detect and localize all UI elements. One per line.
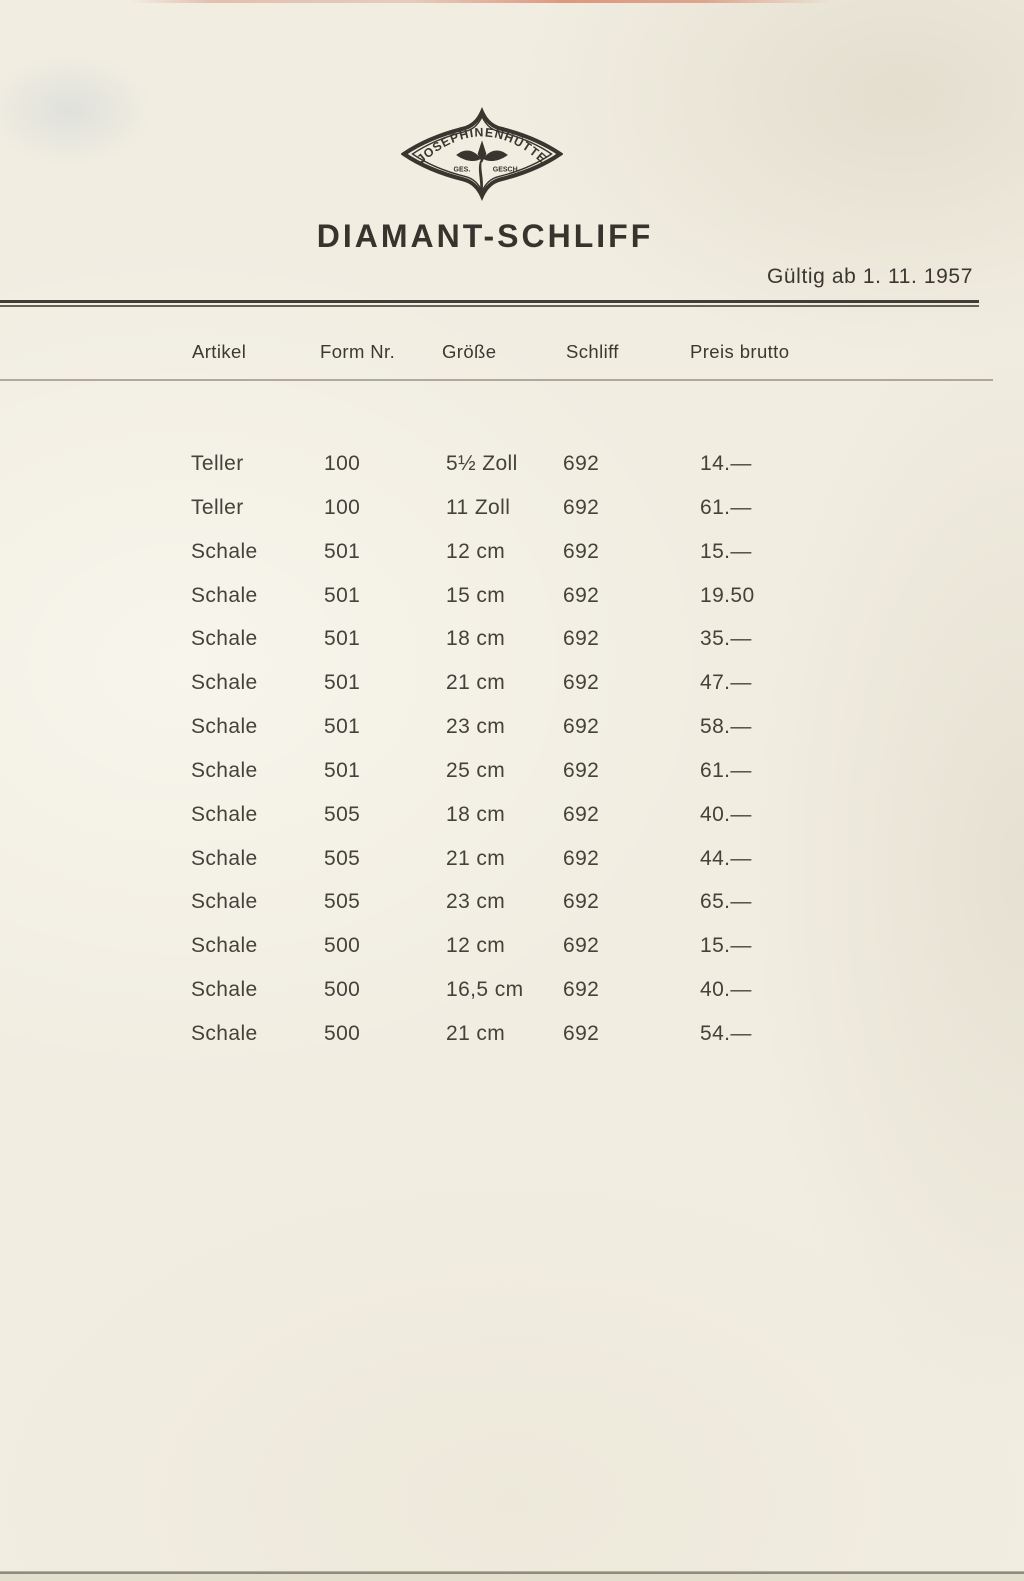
cell-form-nr: 500: [324, 934, 361, 958]
cell-schliff: 692: [563, 978, 600, 1002]
cell-artikel: Schale: [191, 627, 258, 651]
cell-form-nr: 501: [324, 715, 361, 739]
cell-schliff: 692: [563, 1021, 600, 1045]
cell-groesse: 18 cm: [446, 627, 506, 651]
cell-groesse: 12 cm: [446, 539, 506, 563]
cell-schliff: 692: [563, 715, 600, 739]
scan-top-edge-artifact: [130, 0, 830, 3]
cell-groesse: 5½ Zoll: [446, 452, 518, 475]
cell-groesse: 23 cm: [446, 890, 506, 914]
cell-schliff: 692: [563, 802, 600, 826]
cell-form-nr: 501: [324, 627, 361, 651]
cell-groesse: 11 Zoll: [446, 495, 511, 519]
cell-preis: 61.—: [700, 495, 752, 519]
table-row: [0, 584, 1024, 628]
cell-preis: 15.—: [700, 934, 752, 958]
cell-schliff: 692: [563, 583, 600, 607]
cell-form-nr: 501: [324, 539, 361, 563]
logo-name-text: JOSEPHINENHÜTTE: [414, 125, 550, 167]
logo-ges-text: GES.: [453, 166, 471, 174]
cell-groesse: 16,5 cm: [446, 978, 524, 1002]
cell-form-nr: 100: [324, 495, 361, 519]
cell-artikel: Schale: [191, 758, 258, 782]
cell-schliff: 692: [563, 452, 600, 475]
double-rule: [0, 300, 979, 308]
cell-form-nr: 505: [324, 890, 361, 914]
cell-form-nr: 505: [324, 802, 361, 826]
cell-schliff: 692: [563, 627, 600, 651]
table-header-row: [0, 341, 1024, 367]
cell-preis: 14.—: [700, 452, 752, 475]
header-schliff: Schliff: [566, 341, 619, 362]
cell-preis: 58.—: [700, 715, 752, 739]
table-row: [0, 978, 1024, 1022]
price-table-body: [0, 452, 1024, 1066]
table-row: [0, 540, 1024, 584]
cell-artikel: Schale: [191, 934, 258, 958]
cell-schliff: 692: [563, 671, 600, 695]
cell-artikel: Schale: [191, 890, 258, 914]
cell-groesse: 23 cm: [446, 715, 506, 739]
table-row: [0, 452, 1024, 496]
cell-form-nr: 501: [324, 671, 361, 695]
table-row: [0, 934, 1024, 978]
table-row: [0, 847, 1024, 891]
header-preis-brutto: Preis brutto: [690, 341, 790, 362]
page-title: DIAMANT-SCHLIFF: [316, 218, 654, 254]
cell-preis: 65.—: [700, 890, 752, 914]
valid-from-date: Gültig ab 1. 11. 1957: [766, 265, 973, 288]
table-row: [0, 1022, 1024, 1066]
cell-artikel: Schale: [191, 583, 258, 607]
cell-artikel: Schale: [191, 846, 258, 870]
header-artikel: Artikel: [192, 341, 247, 362]
cell-preis: 40.—: [700, 978, 752, 1002]
cell-schliff: 692: [563, 495, 600, 519]
cell-groesse: 12 cm: [446, 934, 506, 958]
logo-gesch-text: GESCH.: [492, 166, 520, 174]
cell-artikel: Teller: [191, 495, 244, 519]
table-row: [0, 890, 1024, 934]
cell-form-nr: 501: [324, 583, 361, 607]
cell-artikel: Schale: [191, 539, 258, 563]
table-row: [0, 496, 1024, 540]
cell-preis: 40.—: [700, 802, 752, 826]
header-form-nr: Form Nr.: [320, 341, 396, 362]
cell-artikel: Teller: [191, 452, 244, 475]
cell-artikel: Schale: [191, 1021, 258, 1045]
header-separator-rule: [0, 379, 993, 381]
cell-artikel: Schale: [191, 715, 258, 739]
cell-schliff: 692: [563, 890, 600, 914]
cell-form-nr: 500: [324, 1021, 361, 1045]
cell-preis: 54.—: [700, 1021, 752, 1045]
header-groesse: Größe: [442, 341, 497, 362]
cell-preis: 47.—: [700, 671, 752, 695]
cell-schliff: 692: [563, 846, 600, 870]
cell-form-nr: 505: [324, 846, 361, 870]
cell-form-nr: 500: [324, 978, 361, 1002]
cell-groesse: 15 cm: [446, 583, 506, 607]
cell-preis: 35.—: [700, 627, 752, 651]
table-row: [0, 715, 1024, 759]
cell-form-nr: 100: [324, 452, 361, 475]
cell-groesse: 21 cm: [446, 846, 506, 870]
cell-groesse: 18 cm: [446, 802, 506, 826]
cell-schliff: 692: [563, 539, 600, 563]
table-row: [0, 803, 1024, 847]
cell-form-nr: 501: [324, 758, 361, 782]
table-row: [0, 759, 1024, 803]
cell-schliff: 692: [563, 934, 600, 958]
cell-artikel: Schale: [191, 802, 258, 826]
cell-groesse: 25 cm: [446, 758, 506, 782]
cell-preis: 19.50: [700, 583, 755, 607]
scan-bottom-margin: [0, 1574, 1024, 1581]
cell-groesse: 21 cm: [446, 671, 506, 695]
diamond-logo-icon: [401, 106, 563, 202]
table-row: [0, 671, 1024, 715]
cell-preis: 61.—: [700, 758, 752, 782]
cell-schliff: 692: [563, 758, 600, 782]
cell-preis: 15.—: [700, 539, 752, 563]
table-row: [0, 627, 1024, 671]
cell-preis: 44.—: [700, 846, 752, 870]
cell-artikel: Schale: [191, 671, 258, 695]
josephinenhuette-logo: [401, 106, 563, 202]
cell-artikel: Schale: [191, 978, 258, 1002]
cell-groesse: 21 cm: [446, 1021, 506, 1045]
